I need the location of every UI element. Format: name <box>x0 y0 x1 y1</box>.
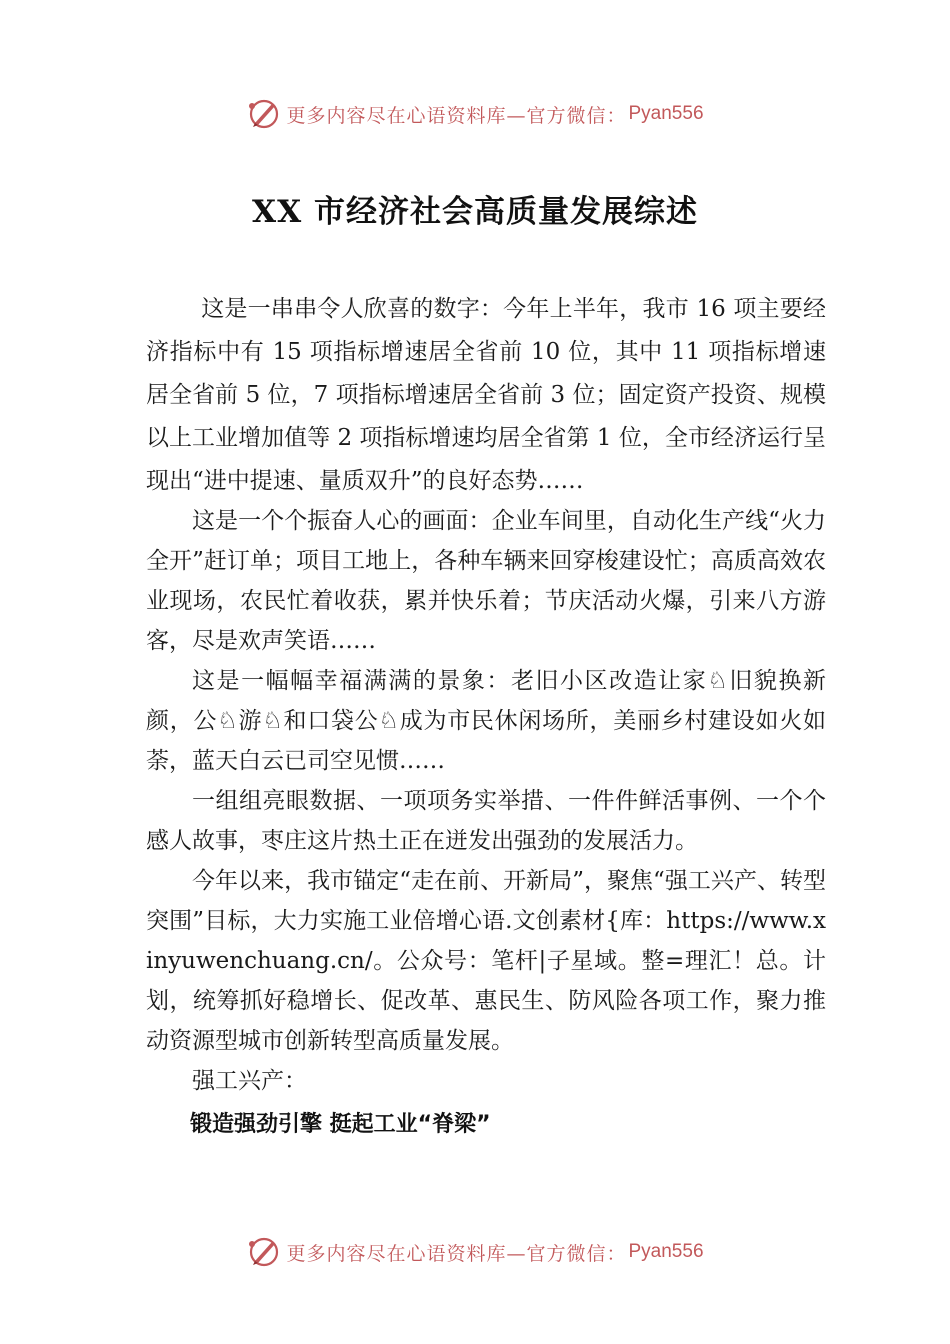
document-title: XX 市经济社会高质量发展综述 <box>252 194 698 230</box>
footer-watermark-banner <box>0 1230 950 1274</box>
banner-text: 更多内容尽在心语资料库—官方微信： <box>286 104 627 127</box>
document-body <box>146 288 826 1145</box>
pen-circle-logo-icon <box>246 96 282 132</box>
banner-wechat-id: Pyan556 <box>628 103 704 124</box>
banner-wechat-id: Pyan556 <box>628 1241 704 1262</box>
paragraph-5: 今年以来，我市锚定“走在前、开新局”，聚焦“强工兴产、转型突围”目标，大力实施工业倍增心语.文创素材{库：https://www.xinyuwenchuang.cn/。公众号：笔杆|子星域。整=理汇！总。计划，统筹抓好稳增长、促改革、惠民生、防风险各项工作，聚力推动资源型城市创新转型高质量发展。 <box>146 868 826 1054</box>
paragraph-3: 这是一幅幅幸福满满的景象：老旧小区改造让家♘旧貌换新颜，公♘游♘和口袋公♘成为市民休闲场所，美丽乡村建设如火如荼，蓝天白云已司空见惯…… <box>146 668 826 774</box>
pen-circle-logo-icon <box>246 1234 282 1270</box>
section-label: 强工兴产： <box>192 1068 307 1094</box>
paragraph-4: 一组组亮眼数据、一项项务实举措、一件件鲜活事例、一个个感人故事，枣庄这片热土正在迸发出强劲的发展活力。 <box>146 788 826 854</box>
section-heading: 锻造强劲引擎 挺起工业“脊梁” <box>190 1112 491 1137</box>
paragraph-2: 这是一个个振奋人心的画面：企业车间里，自动化生产线“火力全开”赶订单；项目工地上，各种车辆来回穿梭建设忙；高质高效农业现场，农民忙着收获，累并快乐着；节庆活动火爆，引来八方游客，尽是欢声笑语…… <box>146 508 826 654</box>
header-watermark-banner <box>0 92 950 136</box>
paragraph-1: 这是一串串令人欣喜的数字：今年上半年，我市 16 项主要经济指标中有 15 项指标增速居全省前 10 位，其中 11 项指标增速居全省前 5 位，7 项指标增速居全省前 3 位；固定资产投资、规模以上工业增加值等 2 项指标增速均居全省第 1 位，全市经济运行呈现出“进中提速、量质双升”的良好态势…… <box>146 296 826 494</box>
banner-text: 更多内容尽在心语资料库—官方微信： <box>286 1242 627 1265</box>
